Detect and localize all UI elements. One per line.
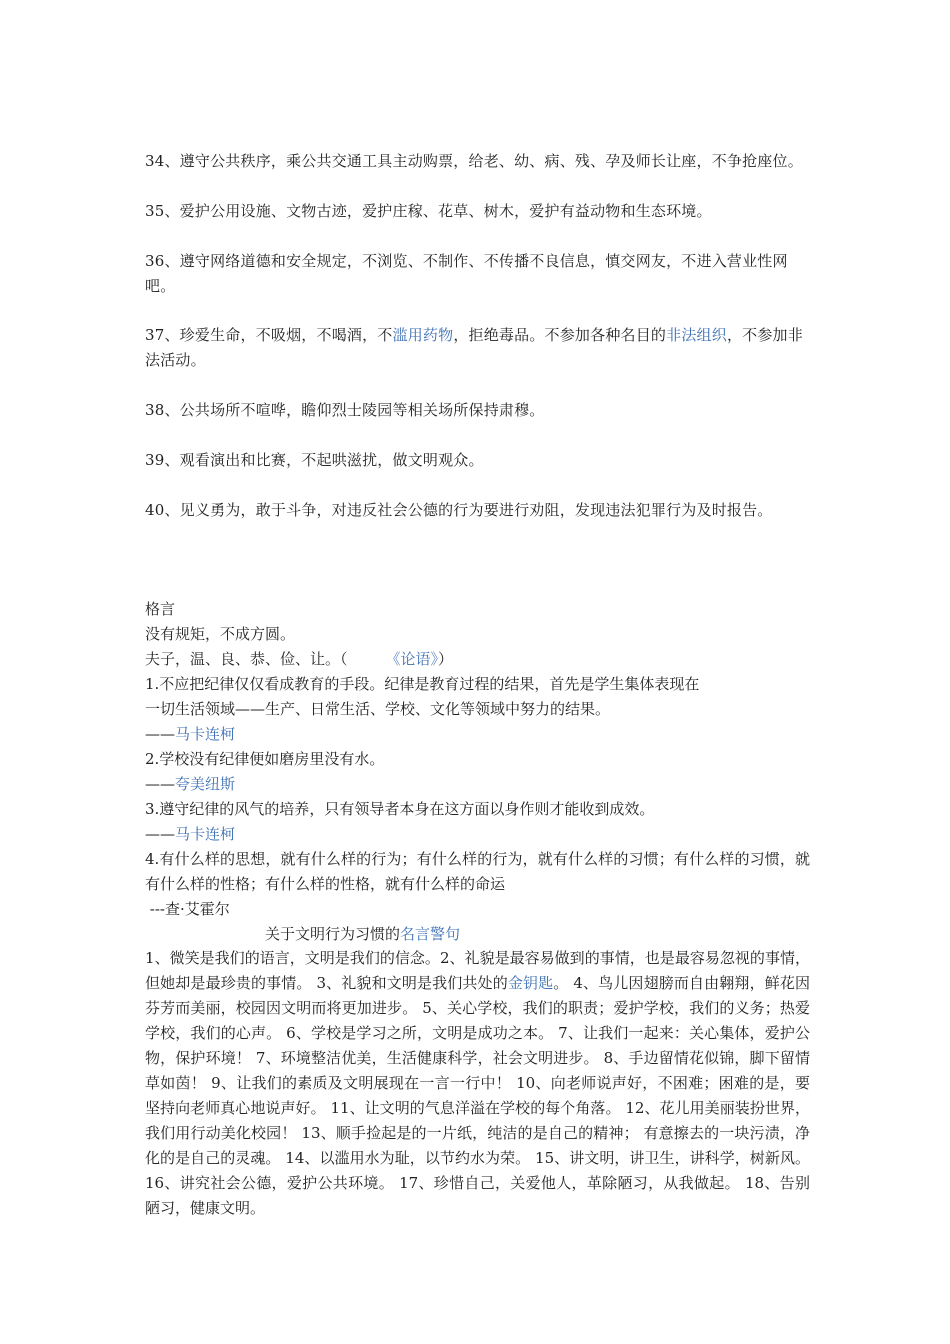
- rule-38: 38、公共场所不喧哗，瞻仰烈士陵园等相关场所保持肃穆。: [145, 401, 545, 419]
- quote-1-dash: ——: [145, 725, 175, 743]
- link-illegal-organization[interactable]: 非法组织: [666, 326, 727, 344]
- quote-3-dash: ——: [145, 825, 175, 843]
- habits-paragraph: [145, 946, 810, 1221]
- motto-heading: 格言: [145, 600, 176, 618]
- motto-2-text: 夫子，温、良、恭、俭、让。（: [145, 650, 348, 668]
- rule-34: 34、遵守公共秩序，乘公共交通工具主动购票，给老、幼、病、残、孕及师长让座，不争抢座位。: [145, 152, 803, 170]
- quote-2-dash: ——: [145, 775, 175, 793]
- motto-1: 没有规矩，不成方圆。: [145, 625, 296, 643]
- link-makarenko-2[interactable]: 马卡连柯: [175, 825, 236, 843]
- rule-37: [145, 323, 810, 373]
- link-lunyu[interactable]: 《论语》: [385, 650, 439, 668]
- quote-1-attribution: [145, 722, 810, 747]
- quote-2-attribution: [145, 772, 810, 797]
- quote-1-line-2: 一切生活领域——生产、日常生活、学校、文化等领域中努力的结果。: [145, 700, 611, 718]
- habits-title-text: 关于文明行为习惯的: [265, 925, 401, 943]
- rule-37-text-b: ，拒绝毒品。不参加各种名目的: [453, 326, 667, 344]
- quote-2: 2.学校没有纪律便如磨房里没有水。: [145, 750, 385, 768]
- motto-2-close: ）: [438, 650, 454, 668]
- link-comenius[interactable]: 夸美纽斯: [175, 775, 236, 793]
- rule-37-text-a: 37、珍爱生命，不吸烟，不喝酒，不: [145, 326, 393, 344]
- motto-2: [145, 647, 810, 672]
- rule-39: 39、观看演出和比赛，不起哄滋扰，做文明观众。: [145, 451, 484, 469]
- quote-1-line-1: 1.不应把纪律仅仅看成教育的手段。纪律是教育过程的结果，首先是学生集体表现在: [145, 675, 700, 693]
- quote-4: 4.有什么样的思想，就有什么样的行为；有什么样的行为，就有什么样的习惯；有什么样的习惯，就有什么样的性格；有什么样的性格，就有什么样的命运: [145, 850, 810, 893]
- rule-36: 36、遵守网络道德和安全规定，不浏览、不制作、不传播不良信息，慎交网友，不进入营业性网吧。: [145, 252, 788, 295]
- quote-3-attribution: [145, 822, 810, 847]
- link-famous-quotes[interactable]: 名言警句: [400, 925, 461, 943]
- habits-text-a: 1、微笑是我们的语言，文明是我们的信念。2、礼貌是最容易做到的事情，也是最容易忽视的事情，但她却是最珍贵的事情。 3、礼貌和文明是我们共处的: [145, 949, 810, 992]
- link-makarenko[interactable]: 马卡连柯: [175, 725, 236, 743]
- link-golden-key[interactable]: 金钥匙: [507, 974, 554, 992]
- rule-35: 35、爱护公用设施、文物古迹，爱护庄稼、花草、树木，爱护有益动物和生态环境。: [145, 202, 712, 220]
- link-drug-abuse[interactable]: 滥用药物: [392, 326, 454, 344]
- rule-40: 40、见义勇为，敢于斗争，对违反社会公德的行为要进行劝阻，发现违法犯罪行为及时报告。: [145, 501, 773, 519]
- quote-3: 3.遵守纪律的风气的培养，只有领导者本身在这方面以身作则才能收到成效。: [145, 800, 655, 818]
- rule-37-text-c: ，不参加非法活动。: [145, 326, 803, 369]
- quote-4-attribution: ---查·艾霍尔: [145, 900, 230, 918]
- habits-text-b: 。 4、鸟儿因翅膀而自由翱翔，鲜花因芬芳而美丽，校园因文明而将更加进步。 5、关心学校，我们的职责；爱护学校，我们的义务；热爱学校，我们的心声。 6、学校是学习之所，文明是成功之本。 7、让我们一起来：关心集体，爱护公物，保护环境！ 7、环境整洁优美，生活健康科学，社会文明进步。 8、手边留情花似锦，脚下留情草如茵！ 9、让我们的素质及文明展现在一言一行中！ 10、向老师说声好，不困难；困难的是，要坚持向老师真心地说声好。 11、让文明的气息洋溢在学校的每个角落。 12、花儿用美丽装扮世界，我们用行动美化校园！ 13、顺手捡起是的一片纸，纯洁的是自己的精神； 有意擦去的一块污渍，净化的是自己的灵魂。 14、以滥用水为耻，以节约水为荣。 15、讲文明，讲卫生，讲科学，树新风。 16、讲究社会公德，爱护公共环境。 17、珍惜自己，关爱他人，革除陋习，从我做起。 18、告别陋习，健康文明。: [145, 974, 810, 1217]
- habits-title: [265, 922, 665, 947]
